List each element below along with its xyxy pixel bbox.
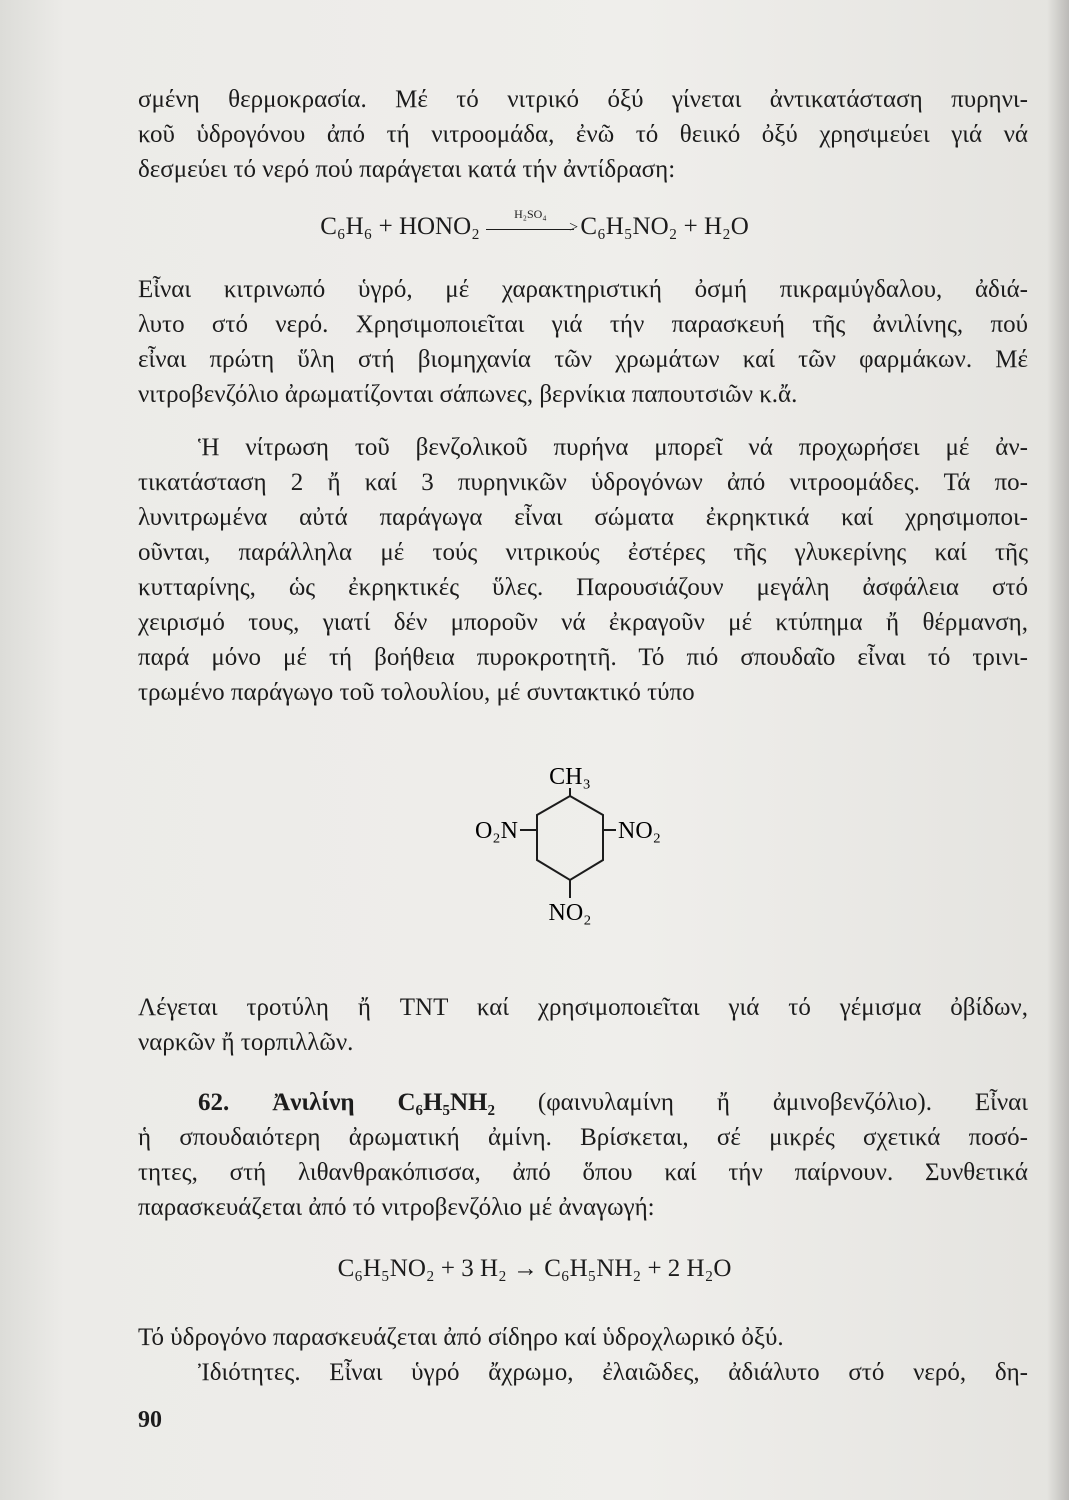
reaction-arrow xyxy=(486,206,579,236)
text-line: Ἡ νίτρωση τοῦ βενζολικοῦ πυρήνα μπορεῖ νά προχωρήσει μέ ἀν- xyxy=(198,434,1028,461)
page-number: 90 xyxy=(138,1407,162,1433)
benzene-ring xyxy=(537,796,603,880)
paragraph-1 xyxy=(138,82,1028,187)
paragraph-4 xyxy=(138,990,1028,1060)
text-line: παρασκευάζεται ἀπό τό νιτροβενζόλιο μέ ἀναγωγή: xyxy=(138,1194,655,1221)
text-line: δεσμεύει τό νερό πού παράγεται κατά τήν ἀντίδραση: xyxy=(138,156,676,183)
text-line: Λέγεται τροτύλη ἤ TNT καί χρησιμοποιεῖται γιά τό γέμισμα ὀβίδων, xyxy=(138,994,1028,1021)
paragraph-6 xyxy=(138,1320,1028,1390)
methyl-group-label: CH₃ xyxy=(549,764,591,790)
text-line: χειρισμό τους, γιατί δέν μποροῦν νά ἐκραγοῦν μέ κτύπημα ἤ θέρμανση, xyxy=(138,609,1028,636)
nitro-group-bottom-label: NO₂ xyxy=(548,900,592,926)
text-line: ναρκῶν ἤ τορπιλλῶν. xyxy=(138,1029,354,1056)
text-line: κοῦ ὑδρογόνου ἀπό τή νιτροομάδα, ἐνῶ τό θειικό ὀξύ χρησιμεύει γιά νά xyxy=(138,121,1028,148)
nitro-group-left-label: O₂N xyxy=(474,818,518,844)
text-line: Εἶναι κιτρινωπό ὑγρό, μέ χαρακτηριστική ὀσμή πικραμύγδαλου, ἀδιά- xyxy=(138,276,1028,303)
catalyst-label: H₂SO₄ xyxy=(514,206,547,221)
tnt-structural-formula xyxy=(440,760,700,960)
text-line: λυτο στό νερό. Χρησιμοποιεῖται γιά τήν παρασκευή τῆς ἀνιλίνης, πού xyxy=(138,311,1028,338)
nitration-equation xyxy=(0,206,1069,241)
text-line: κυτταρίνης, ὡς ἐκρηκτικές ὕλες. Παρουσιάζουν μεγάλη ἀσφάλεια στό xyxy=(138,574,1028,601)
nitro-group-right-label: NO₂ xyxy=(618,818,662,844)
section-62 xyxy=(138,1085,1028,1225)
text-line: εἶναι πρώτη ὕλη στή βιομηχανία τῶν χρωμάτων καί τῶν φαρμάκων. Μέ xyxy=(138,346,1028,373)
text-line: νιτροβενζόλιο ἀρωματίζονται σάπωνες, βερνίκια παπουτσιῶν κ.ἄ. xyxy=(138,381,798,408)
text-line: Ἰδιότητες. Εἶναι ὑγρό ἄχρωμο, ἐλαιῶδες, ἀδιάλυτο στό νερό, δη- xyxy=(198,1359,1028,1386)
arrow-head: > xyxy=(569,218,579,236)
text-line: Τό ὑδρογόνο παρασκευάζεται ἀπό σίδηρο καί ὑδροχλωρικό ὀξύ. xyxy=(138,1324,784,1351)
text-line: οῦνται, παράλληλα μέ τούς νιτρικούς ἐστέρες τῆς γλυκερίνης καί τῆς xyxy=(138,539,1028,566)
text-line: ἡ σπουδαιότερη ἀρωματική ἀμίνη. Βρίσκεται, σέ μικρές σχετικά ποσό- xyxy=(138,1124,1028,1151)
text-line: τρωμένο παράγωγο τοῦ τολουλίου, μέ συντακτικό τύπο xyxy=(138,679,695,706)
text-line: παρά μόνο μέ τή βοήθεια πυροκροτητῆ. Τό πιό σπουδαῖο εἶναι τό τρινι- xyxy=(138,644,1028,671)
equation-products: C₆H₅NO₂ + H₂O xyxy=(580,213,749,240)
reduction-equation: C₆H₅NO₂ + 3 H₂ → C₆H₅NH₂ + 2 H₂O xyxy=(337,1255,732,1282)
section-heading-line xyxy=(138,1085,1028,1120)
section-heading-rest: (φαινυλαμίνη ἤ ἀμινοβενζόλιο). Εἶναι xyxy=(494,1089,1029,1116)
text-line: τητες, στή λιθανθρακόπισσα, ἀπό ὅπου καί τήν παίρνουν. Συνθετικά xyxy=(138,1159,1028,1186)
text-line: τικατάσταση 2 ἤ καί 3 πυρηνικῶν ὑδρογόνων ἀπό νιτροομάδες. Τά πο- xyxy=(138,469,1028,496)
text-line: λυνιτρωμένα αὐτά παράγωγα εἶναι σώματα ἐκρηκτικά καί χρησιμοποι- xyxy=(138,504,1028,531)
text-line: σμένη θερμοκρασία. Μέ τό νιτρικό όξύ γίνεται ἀντικατάσταση πυρηνι- xyxy=(138,86,1028,113)
paragraph-2 xyxy=(138,272,1028,412)
section-title: Ἀνιλίνη C₆H₅NH₂ xyxy=(272,1089,495,1116)
arrow-shaft xyxy=(486,229,574,230)
section-number: 62. xyxy=(198,1089,230,1116)
paragraph-3 xyxy=(138,430,1028,710)
equation-reactants: C₆H₆ + HONO₂ xyxy=(320,213,480,240)
